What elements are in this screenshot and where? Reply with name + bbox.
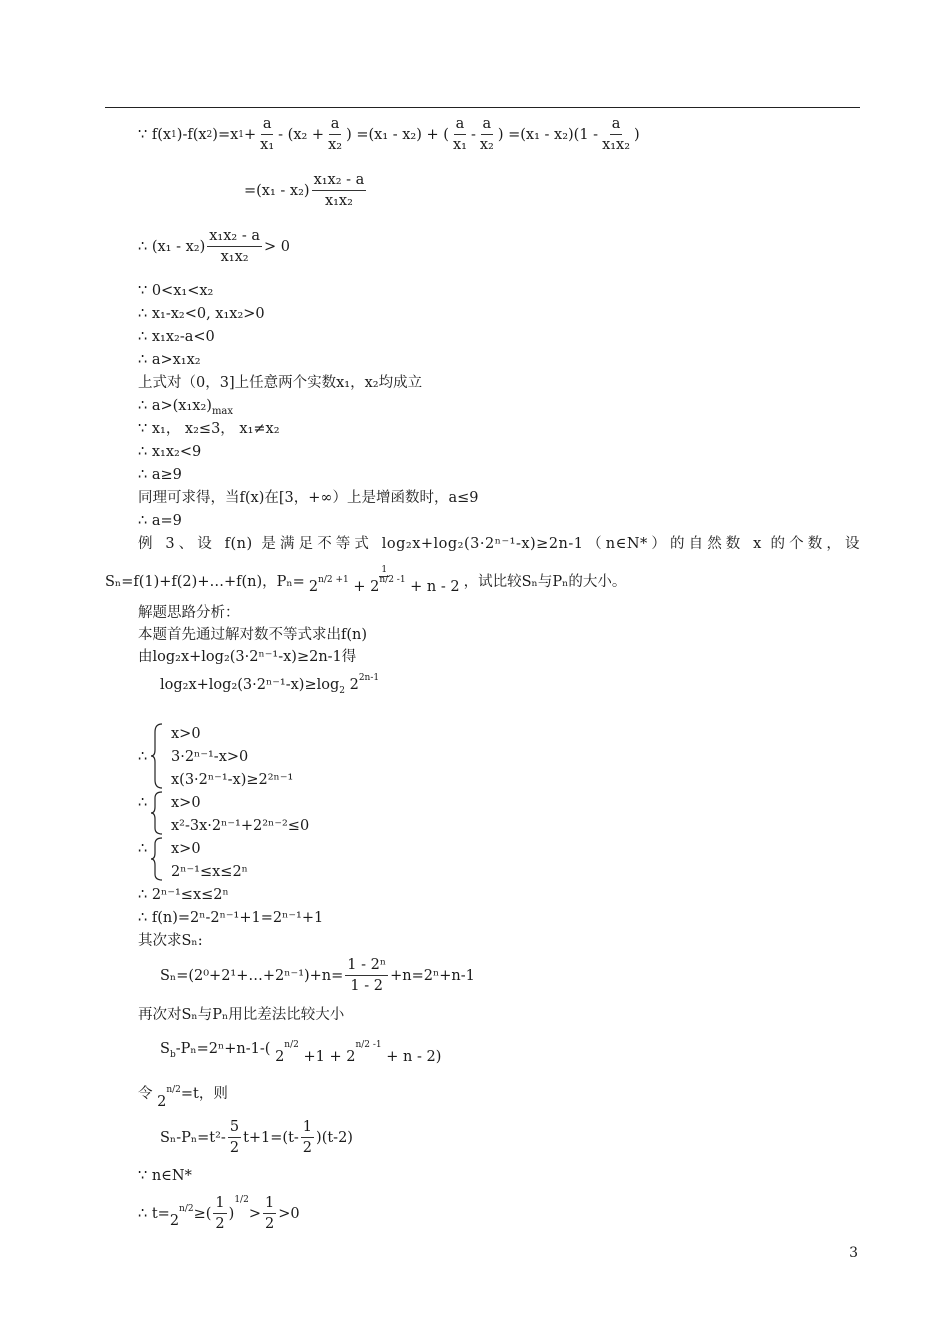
text-line: ∴ a>x₁x₂ — [138, 352, 201, 368]
text-line: ∴ a≥9 — [138, 467, 182, 483]
text-line: ∵ 0<x₁<x₂ — [138, 283, 214, 299]
exponent: 1/2 — [234, 1195, 249, 1205]
text: >0 — [278, 1206, 300, 1222]
exponent: n/2 — [166, 1085, 181, 1095]
fraction — [307, 565, 462, 598]
text: =t，则 — [180, 1086, 228, 1102]
numerator: a — [610, 116, 623, 135]
numerator: 1 — [301, 1119, 314, 1138]
sub: 2 — [339, 685, 345, 696]
text: Sₙ=f(1)+f(2)+…+f(n)，Pₙ= — [105, 573, 305, 590]
base: 2 — [308, 579, 319, 595]
exponent: n/2 +1 — [318, 575, 349, 585]
text: Sₙ=(2⁰+2¹+…+2ⁿ⁻¹)+n= — [160, 968, 344, 984]
equation-line-1 — [138, 116, 640, 154]
numerator: 1 — [263, 1195, 276, 1214]
sub: 1 — [238, 130, 244, 140]
equation-line-28 — [160, 1119, 353, 1157]
numerator: a — [329, 116, 342, 135]
numerator: a — [454, 116, 467, 135]
text-line: ∴ x₁x₂<9 — [138, 444, 202, 460]
left-brace — [150, 836, 164, 882]
text: + n - 2 — [405, 579, 460, 595]
text: - (x₂ + — [278, 127, 325, 143]
fraction — [326, 116, 344, 154]
lower-group — [275, 1040, 442, 1065]
text: -Pₙ=2ⁿ+n-1-( — [175, 1041, 271, 1057]
equation-line-30 — [138, 1195, 300, 1233]
base: 2 — [157, 1094, 167, 1110]
text: ) — [634, 127, 640, 143]
equation-line-3 — [138, 228, 290, 266]
numerator: x₁x₂ - a — [312, 172, 367, 191]
base: 2 — [349, 677, 359, 693]
text: + n - 2) — [381, 1049, 442, 1065]
text-line: ∵ n∈N* — [138, 1168, 192, 1184]
fraction — [228, 1119, 241, 1157]
system-row: 2ⁿ⁻¹≤x≤2ⁿ — [171, 864, 248, 880]
denominator: x₁ — [260, 137, 275, 153]
denominator — [307, 577, 462, 598]
fraction — [263, 1195, 276, 1233]
system-row: x²-3x·2ⁿ⁻¹+2²ⁿ⁻²≤0 — [171, 818, 310, 834]
exponent: n/2 — [179, 1204, 194, 1214]
denominator: x₁x₂ — [220, 249, 249, 265]
text: - — [470, 127, 476, 143]
text-line: 例 3、设 f(n) 是满足不等式 log₂x+log₂(3·2ⁿ⁻¹-x)≥2n-1（n∈N*）的自然数 x 的个数，设 — [138, 536, 860, 552]
fraction — [213, 1195, 226, 1233]
text: )(t-2) — [316, 1130, 353, 1146]
denominator: 2 — [215, 1216, 225, 1232]
fraction — [312, 172, 367, 210]
left-brace — [150, 790, 164, 836]
left-brace — [150, 722, 164, 790]
system-row: x>0 — [171, 795, 201, 811]
numerator: 5 — [228, 1119, 241, 1138]
text-line: 其次求Sₙ: — [138, 933, 203, 949]
text-line: 再次对Sₙ与Pₙ用比差法比较大小 — [138, 1007, 345, 1023]
text-line: ∴ x₁x₂-a<0 — [138, 329, 215, 345]
text: Sₙ-Pₙ=t²- — [160, 1130, 226, 1146]
numerator: a — [481, 116, 494, 135]
text: ) =(x₁ - x₂) + ( — [346, 127, 449, 143]
text: log₂x+log₂(3·2ⁿ⁻¹-x)≥log — [160, 677, 340, 693]
text: > — [248, 1206, 261, 1222]
base: 2 — [275, 1049, 285, 1065]
text-line: ∴ 2ⁿ⁻¹≤x≤2ⁿ — [138, 887, 229, 903]
system-row: x(3·2ⁿ⁻¹-x)≥2²ⁿ⁻¹ — [171, 772, 294, 788]
numerator: x₁x₂ - a — [207, 228, 262, 247]
lower-group — [157, 1085, 181, 1110]
page-number: 3 — [849, 1245, 858, 1261]
fraction — [345, 957, 388, 995]
base: 2 — [169, 1213, 180, 1229]
numerator: 1 - 2ⁿ — [345, 957, 388, 976]
denominator: 2 — [302, 1140, 313, 1156]
numerator: 1 — [381, 565, 388, 575]
text: ) — [228, 1206, 235, 1222]
text-line: 同理可求得，当f(x)在[3，+∞）上是增函数时，a≤9 — [138, 490, 479, 506]
fraction — [600, 116, 632, 154]
text-line — [138, 397, 233, 421]
text: ≥( — [193, 1206, 212, 1222]
denominator: x₂ — [328, 137, 343, 153]
denominator: 2 — [229, 1140, 240, 1156]
denominator: x₁x₂ — [602, 137, 631, 153]
text: ∴ (x₁ - x₂) — [138, 239, 206, 255]
text: =(x₁ - x₂) — [244, 183, 310, 199]
lower-group — [169, 1204, 194, 1232]
equation-line-2 — [244, 172, 368, 210]
base: 2 — [370, 579, 380, 595]
text: ∵ f(x — [138, 127, 172, 143]
equation-line-16 — [105, 565, 626, 598]
fraction — [451, 116, 469, 154]
denominator: x₁x₂ — [324, 193, 353, 209]
text-line: ∵ x₁， x₂≤3， x₁≠x₂ — [138, 421, 280, 437]
text: ∴ t= — [138, 1206, 170, 1222]
text-line: ∴ f(n)=2ⁿ-2ⁿ⁻¹+1=2ⁿ⁻¹+1 — [138, 910, 324, 926]
system-row: x>0 — [171, 841, 201, 857]
text-line: 解题思路分析： — [138, 605, 240, 621]
text: + — [348, 579, 371, 595]
denominator: 1 - 2 — [350, 978, 383, 994]
text: 令 — [138, 1086, 153, 1102]
text-line: 上式对（0，3]上任意两个实数x₁，x₂均成立 — [138, 375, 423, 391]
text-line: 本题首先通过解对数不等式求出f(n) — [138, 627, 368, 643]
text: ，试比较Sₙ与Pₙ的大小。 — [463, 573, 627, 590]
text: )=x — [212, 127, 239, 143]
text-line: 由log₂x+log₂(3·2ⁿ⁻¹-x)≥2n-1得 — [138, 649, 357, 665]
therefore-symbol: ∴ — [138, 841, 148, 857]
text-line: ∴ a=9 — [138, 513, 182, 529]
exponent: n/2 -1 — [379, 575, 406, 585]
sub: 2 — [206, 130, 213, 140]
denominator: x₂ — [479, 137, 494, 153]
base: 2 — [346, 1049, 356, 1065]
fraction — [301, 1119, 314, 1157]
sub: 1 — [171, 130, 177, 140]
fraction — [478, 116, 496, 154]
exponent: n/2 — [284, 1040, 299, 1050]
system-row: x>0 — [171, 726, 201, 742]
denominator: 2 — [264, 1216, 275, 1232]
equation-line-27 — [138, 1085, 228, 1110]
sub: max — [211, 405, 234, 417]
fraction — [258, 116, 276, 154]
equation-line-24 — [160, 957, 475, 995]
text: t+1=(t- — [243, 1130, 299, 1146]
denominator: x₁ — [452, 137, 467, 153]
text-line: ∴ x₁-x₂<0, x₁x₂>0 — [138, 306, 265, 322]
text: )-f(x — [176, 127, 207, 143]
text: ∴ a>(x₁x₂) — [138, 398, 212, 414]
equation-line-26 — [160, 1040, 441, 1064]
text: + — [244, 127, 257, 143]
text: +n=2ⁿ+n-1 — [390, 968, 475, 984]
numerator: a — [261, 116, 274, 135]
numerator: 1 — [213, 1195, 226, 1214]
therefore-symbol: ∴ — [138, 749, 148, 765]
text: > 0 — [264, 239, 290, 255]
exponent: 2n-1 — [358, 673, 380, 683]
therefore-symbol: ∴ — [138, 795, 148, 811]
text: ) =(x₁ - x₂)(1 - — [497, 127, 599, 143]
text: +1 + — [298, 1049, 347, 1065]
header-rule — [105, 107, 860, 108]
exponent: n/2 -1 — [355, 1040, 382, 1050]
system-row: 3·2ⁿ⁻¹-x>0 — [171, 749, 249, 765]
text-line — [160, 673, 380, 700]
text: S — [160, 1041, 170, 1057]
fraction — [207, 228, 262, 266]
sub: b — [169, 1049, 176, 1060]
